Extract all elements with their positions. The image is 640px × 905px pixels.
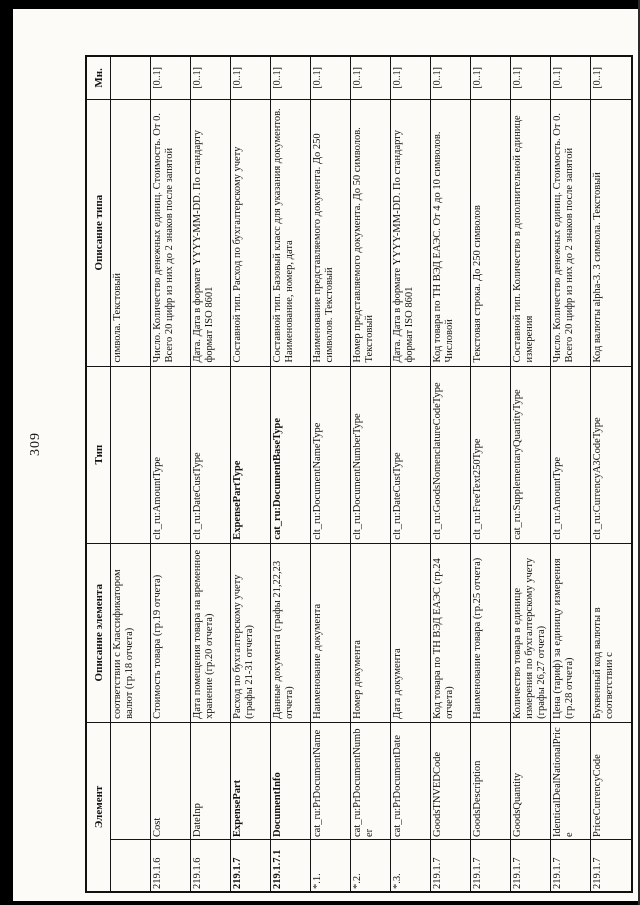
- scan-edge-bottom: [0, 901, 640, 905]
- type-cell: clt_ru:CurrencyA3CodeType: [591, 366, 631, 543]
- element-cell: [471, 722, 510, 891]
- type-description-cell: Составной тип. Количество в дополнительной единице измерения: [511, 99, 550, 366]
- element-cell: [551, 722, 590, 891]
- element-number: 219.1.7: [471, 839, 510, 891]
- table-row: [111, 57, 151, 891]
- element-cell: [591, 722, 631, 891]
- type-description-cell: Наименование представляемого документа. До 250 символов. Текстовый: [311, 99, 350, 366]
- element-number: 219.1.7: [591, 839, 631, 891]
- page-number: 309: [28, 432, 43, 456]
- multiplicity-cell: [111, 57, 150, 99]
- element-description-cell: Дата документа: [391, 543, 430, 722]
- multiplicity-cell: [0..1]: [152, 67, 163, 89]
- type-description-cell: Дата. Дата в формате YYYY-MM-DD. По стандарту формат ISO 8601: [391, 99, 430, 366]
- element-description-cell: Номер документа: [351, 543, 390, 722]
- rotated-table-area: [85, 55, 633, 893]
- multiplicity-cell: [0..1]: [472, 67, 483, 89]
- element-description-cell: Буквенный код валюты в соответствии с: [591, 543, 631, 722]
- table-row: [191, 57, 231, 891]
- multiplicity-cell: [0..1]: [312, 67, 323, 89]
- element-description-cell: Стоимость товара (гр.19 отчета): [151, 543, 190, 722]
- element-number: 219.1.7: [511, 839, 550, 891]
- element-number: *.1.: [311, 839, 350, 891]
- element-number: 219.1.7.1: [271, 839, 310, 891]
- table-header-row: [87, 57, 111, 891]
- type-cell: clt_ru:DocumentNameType: [311, 366, 350, 543]
- element-spec-table: [85, 55, 633, 893]
- element-name: [111, 723, 150, 839]
- element-cell: [511, 722, 550, 891]
- header-multiplicity: Мн.: [92, 68, 105, 88]
- element-name: GoodsQuantity: [512, 772, 523, 837]
- type-cell: clt_ru:FreeText250Type: [471, 366, 510, 543]
- type-description-cell: Номер представляемого документа. До 50 символов. Текстовый: [351, 99, 390, 366]
- type-description-cell: Код валюты alpha-3. 3 символа. Текстовый: [591, 99, 631, 366]
- element-description-cell: Наименование документа: [311, 543, 350, 722]
- type-description-cell: Текстовая строка. До 250 символов: [471, 99, 510, 366]
- element-name: ExpensePart: [232, 779, 243, 837]
- table-row: [351, 57, 391, 891]
- type-description-cell: символа. Текстовый: [111, 99, 150, 366]
- element-number: [111, 839, 150, 891]
- type-cell: clt_ru:DateCustType: [391, 366, 430, 543]
- multiplicity-cell: [0..1]: [352, 67, 363, 89]
- scan-edge-left: [0, 0, 13, 905]
- type-description-cell: Число. Количество денежных единиц. Стоимость. От 0. Всего 20 цифр из них до 2 знаков после запятой: [551, 99, 590, 366]
- multiplicity-cell: [0..1]: [232, 67, 243, 89]
- element-cell: [111, 722, 150, 891]
- type-cell: clt_ru:DateCustType: [191, 366, 230, 543]
- type-cell: ExpensePartType: [231, 366, 270, 543]
- element-name: DocumentInfo: [272, 772, 283, 837]
- multiplicity-cell: [0..1]: [432, 67, 443, 89]
- table-row: [391, 57, 431, 891]
- element-name: Cost: [152, 817, 163, 837]
- element-description-cell: Дата помещения товара на временное хранение (гр.20 отчета): [191, 543, 230, 722]
- type-cell: [111, 366, 150, 543]
- element-cell: [391, 722, 430, 891]
- element-name: DateInp: [192, 803, 203, 837]
- header-type-description: Описание типа: [87, 99, 110, 366]
- element-number: 219.1.7: [431, 839, 470, 891]
- element-name: cat_ru:PrDocumentDate: [392, 734, 403, 837]
- element-description-cell: Расход по бухгалтерскому учету (графы 21-31 отчета): [231, 543, 270, 722]
- element-cell: [311, 722, 350, 891]
- element-name: GoodsTNVEDCode: [432, 751, 443, 837]
- element-name: cat_ru:PrDocumentNumber: [352, 728, 375, 837]
- type-cell: clt_ru:DocumentNumberType: [351, 366, 390, 543]
- type-cell: cat_ru:DocumentBaseType: [271, 366, 310, 543]
- type-description-cell: Составной тип. Базовый класс для указания документов. Наименование, номер, дата: [271, 99, 310, 366]
- multiplicity-cell: [0..1]: [272, 67, 283, 89]
- element-number: 219.1.6: [151, 839, 190, 891]
- element-description-cell: Код товара по ТН ВЭД ЕАЭС (гр.24 отчета): [431, 543, 470, 722]
- multiplicity-cell: [0..1]: [512, 67, 523, 89]
- multiplicity-cell: [0..1]: [192, 67, 203, 89]
- element-name: PriceCurrencyCode: [592, 754, 603, 837]
- header-element: Элемент: [87, 722, 110, 891]
- element-cell: [151, 722, 190, 891]
- table-row: [431, 57, 471, 891]
- element-cell: [351, 722, 390, 891]
- element-cell: [431, 722, 470, 891]
- element-number: 219.1.7: [231, 839, 270, 891]
- element-description-cell: Количество товара в единице измерения по бухгалтерскому учету (графы 26,27 отчета): [511, 543, 550, 722]
- element-description-cell: соответствии с Классификатором валют (гр.18 отчета): [111, 543, 150, 722]
- element-number: 219.1.7: [551, 839, 590, 891]
- table-row: [471, 57, 511, 891]
- table-row: [151, 57, 191, 891]
- table-row: [591, 57, 631, 891]
- header-element-description: Описание элемента: [87, 543, 110, 722]
- table-row: [231, 57, 271, 891]
- type-cell: clt_ru:GoodsNomenclatureCodeType: [431, 366, 470, 543]
- type-description-cell: Составной тип. Расход по бухгалтерскому учету: [231, 99, 270, 366]
- element-description-cell: Данные документа (графы 21,22,23 отчета): [271, 543, 310, 722]
- table-row: [271, 57, 311, 891]
- element-number: *.3.: [391, 839, 430, 891]
- element-name: GoodsDescription: [472, 760, 483, 837]
- element-number: *.2.: [351, 839, 390, 891]
- element-cell: [271, 722, 310, 891]
- element-number: 219.1.6: [191, 839, 230, 891]
- table-body: [111, 57, 631, 891]
- type-description-cell: Число. Количество денежных единиц. Стоимость. От 0. Всего 20 цифр из них до 2 знаков после запятой: [151, 99, 190, 366]
- element-name: IdenticalDealNationalPrice: [552, 727, 575, 837]
- multiplicity-cell: [0..1]: [552, 67, 563, 89]
- table-row: [311, 57, 351, 891]
- element-description-cell: Наименование товара (гр.25 отчета): [471, 543, 510, 722]
- type-description-cell: Код товара по ТН ВЭД ЕАЭС. От 4 до 10 символов. Числовой: [431, 99, 470, 366]
- element-cell: [231, 722, 270, 891]
- table-row: [511, 57, 551, 891]
- type-cell: clt_ru:AmountType: [551, 366, 590, 543]
- element-cell: [191, 722, 230, 891]
- multiplicity-cell: [0..1]: [592, 67, 603, 89]
- type-cell: cat_ru:SupplementaryQuantityType: [511, 366, 550, 543]
- element-description-cell: Цена (тариф) за единицу измерения (гр.28 отчета): [551, 543, 590, 722]
- table-row: [551, 57, 591, 891]
- type-cell: clt_ru:AmountType: [151, 366, 190, 543]
- type-description-cell: Дата. Дата в формате YYYY-MM-DD. По стандарту формат ISO 8601: [191, 99, 230, 366]
- scan-edge-top: [0, 0, 640, 9]
- element-name: cat_ru:PrDocumentName: [312, 729, 323, 837]
- multiplicity-cell: [0..1]: [392, 67, 403, 89]
- header-type: Тип: [87, 366, 110, 543]
